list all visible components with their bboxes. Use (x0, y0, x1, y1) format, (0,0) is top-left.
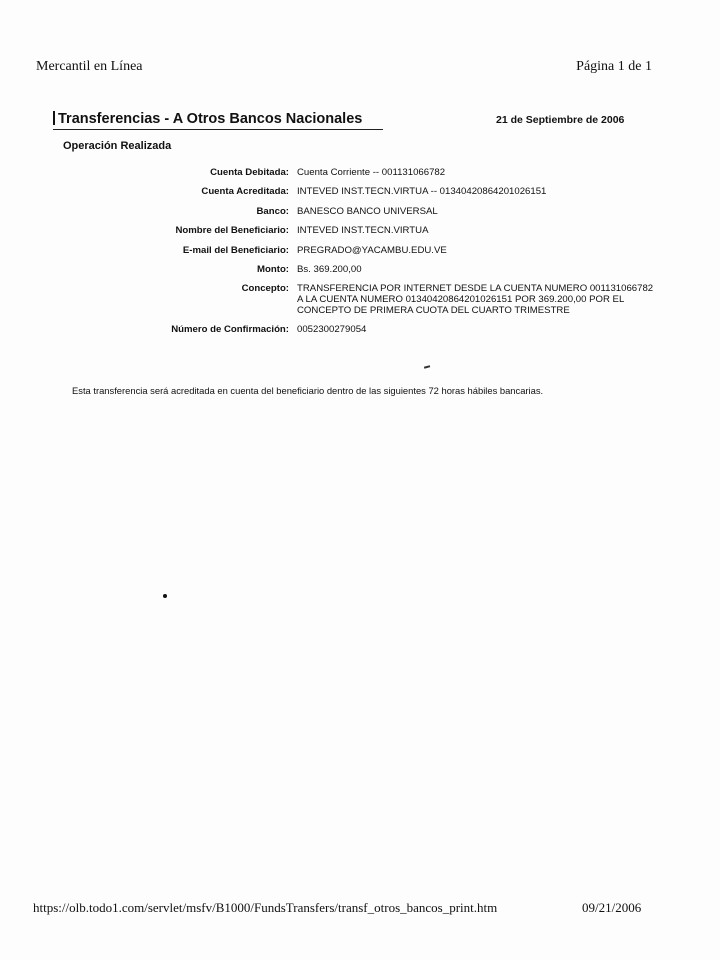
detail-row-beneficiary-name (70, 226, 657, 245)
page-footer-url: https://olb.todo1.com/servlet/msfv/B1000/FundsTransfers/transf_otros_bancos_print.htm (33, 900, 498, 915)
title-marker-bar (53, 111, 55, 125)
page-header-site-name: Mercantil en Línea (36, 59, 143, 74)
detail-value: Bs. 369.200,00 (297, 263, 362, 275)
detail-row-concept (70, 284, 657, 325)
scan-speck (424, 365, 430, 368)
scan-speck (163, 594, 167, 598)
detail-label: Nombre del Beneficiario: (175, 225, 289, 237)
detail-label: Concepto: (241, 283, 289, 295)
detail-label: Cuenta Debitada: (210, 167, 289, 178)
operation-date: 21 de Septiembre de 2006 (496, 114, 625, 126)
detail-value: 0052300279054 (297, 324, 367, 336)
page-title (53, 110, 383, 130)
detail-row-credited-account (70, 187, 657, 206)
detail-row-confirmation-number (70, 325, 657, 344)
detail-row-beneficiary-email (70, 246, 657, 265)
detail-value: Cuenta Corriente -- 001131066782 (297, 167, 446, 178)
detail-value: BANESCO BANCO UNIVERSAL (297, 205, 438, 217)
detail-label: Número de Confirmación: (171, 324, 289, 336)
detail-value: TRANSFERENCIA POR INTERNET DESDE LA CUENTA NUMERO 001131066782 A LA CUENTA NUMERO 01340420864201026151 POR 369.200,00 POR EL CONCEPTO DE PRIMERA CUOTA DEL CUARTO TRIMESTRE (297, 283, 654, 316)
detail-row-amount (70, 265, 657, 284)
detail-value: INTEVED INST.TECN.VIRTUA (297, 225, 429, 237)
detail-label: Monto: (257, 263, 289, 275)
detail-value: INTEVED INST.TECN.VIRTUA -- 01340420864201026151 (297, 186, 547, 198)
detail-value: PREGRADO@YACAMBU.EDU.VE (297, 244, 447, 256)
transfer-notice: Esta transferencia será acreditada en cuenta del beneficiario dentro de las siguientes 72 horas hábiles bancarias. (72, 385, 544, 396)
page-header-page-number: Página 1 de 1 (576, 59, 652, 74)
detail-label: Cuenta Acreditada: (201, 186, 289, 198)
page-title-text: Transferencias - A Otros Bancos Nacionales (58, 111, 363, 127)
detail-label: E-mail del Beneficiario: (182, 244, 289, 256)
detail-row-debited-account (70, 168, 657, 187)
transfer-details-table (70, 168, 657, 345)
detail-label: Banco: (256, 205, 289, 217)
detail-row-bank (70, 207, 657, 226)
operation-status-heading: Operación Realizada (63, 140, 172, 152)
page-footer-print-date: 09/21/2006 (582, 900, 642, 915)
